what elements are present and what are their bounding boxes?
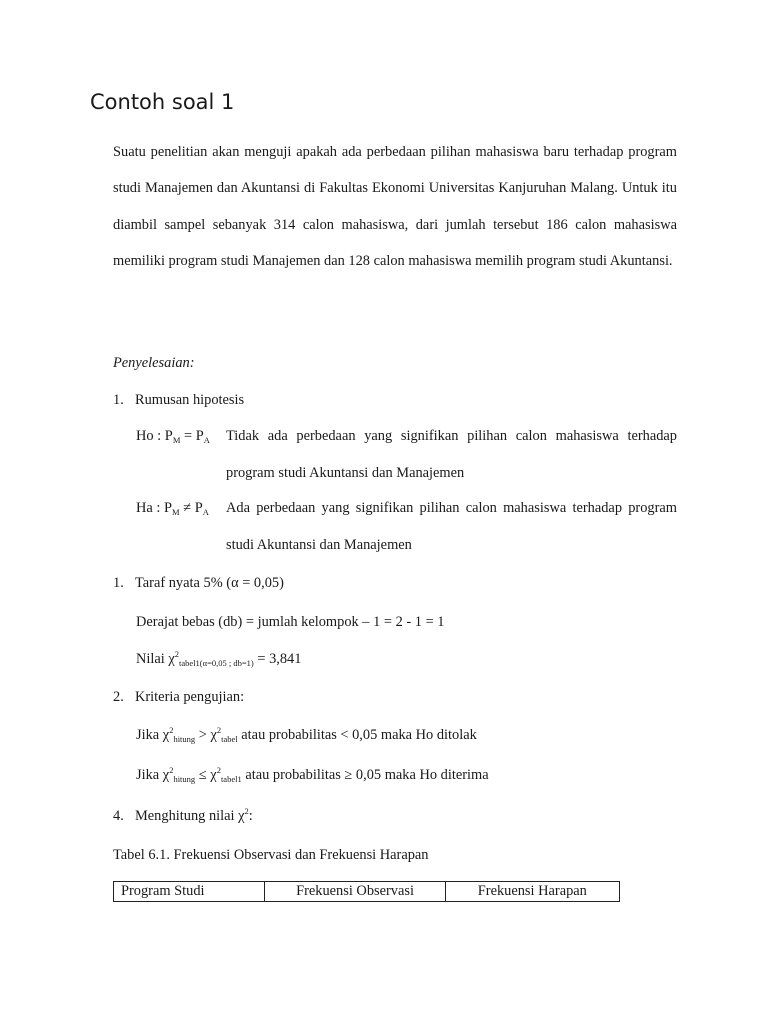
rule-2-op: ≤ xyxy=(198,767,207,783)
table-caption: Tabel 6.1. Frekuensi Observasi dan Frekuensi Harapan xyxy=(113,847,429,863)
step-2 xyxy=(113,575,284,592)
header-program-studi: Program Studi xyxy=(114,882,265,902)
rule-1-sub-hitung: hitung xyxy=(173,734,196,744)
ho-p: P xyxy=(164,428,173,444)
page-title: Contoh soal 1 xyxy=(90,90,235,114)
ha-label: Ha : xyxy=(136,500,161,516)
step-4-title: Menghitung nilai xyxy=(135,808,235,824)
rule-2-sub-hitung: hitung xyxy=(173,774,196,784)
ho-operator: = xyxy=(183,428,193,444)
step-1-title: Rumusan hipotesis xyxy=(135,392,245,408)
ha-p2: P xyxy=(194,500,203,516)
chi-sup: 2 xyxy=(174,649,180,659)
step-2-number: 1. xyxy=(113,575,124,591)
chi-symbol: χ xyxy=(168,651,175,667)
df-line: Derajat bebas (db) = jumlah kelompok – 1 = 2 - 1 = 1 xyxy=(136,614,445,630)
nilai-chi-line xyxy=(136,651,301,668)
rule-1-sup2: 2 xyxy=(216,725,222,735)
rule-1 xyxy=(136,727,477,744)
rule-1-sub-tabel: tabel xyxy=(221,734,238,744)
rule-1-jika: Jika xyxy=(136,727,160,743)
rule-1-chi2: χ xyxy=(210,727,217,743)
step-4-chi: χ xyxy=(238,808,245,824)
step-2-title: Taraf nyata 5% (α = 0,05) xyxy=(135,575,284,591)
rule-2-sub-tabel1: tabel1 xyxy=(220,774,242,784)
step-4 xyxy=(113,808,253,825)
table-header-row xyxy=(114,882,620,902)
ha-sub-m: M xyxy=(172,507,180,517)
ho-formula xyxy=(136,428,210,445)
rule-1-sup: 2 xyxy=(169,725,174,735)
ha-sub-a: A xyxy=(202,507,209,517)
step-4-tail: : xyxy=(248,808,253,824)
header-frekuensi-harapan: Frekuensi Harapan xyxy=(445,882,619,902)
ho-sub-m: M xyxy=(172,435,181,445)
header-frekuensi-observasi: Frekuensi Observasi xyxy=(265,882,445,902)
ha-p: P xyxy=(164,500,173,516)
ha-formula xyxy=(136,500,209,517)
ho-sub-a: A xyxy=(203,435,210,445)
intro-paragraph: Suatu penelitian akan menguji apakah ada perbedaan pilihan mahasiswa baru terhadap program studi Manajemen dan Akuntansi di Fakultas Ekonomi Universitas Kanjuruhan Malang. Untuk itu diambil sampel sebanyak 314 calon mahasiswa, dari jumlah tersebut 186 calon mahasiswa memiliki program studi Manajemen dan 128 calon mahasiswa memilih program studi Akuntansi. xyxy=(113,144,677,269)
step-3-title: Kriteria pengujian: xyxy=(135,689,245,705)
frequency-table xyxy=(113,881,620,902)
rule-2-chi2: χ xyxy=(210,767,217,783)
rule-2-sup: 2 xyxy=(169,765,174,775)
step-4-number: 4. xyxy=(113,808,124,824)
rule-1-chi: χ xyxy=(162,727,170,743)
nilai-prefix: Nilai xyxy=(136,651,165,667)
rule-2 xyxy=(136,767,489,784)
ha-operator: ≠ xyxy=(183,500,192,516)
step-3 xyxy=(113,689,244,706)
ho-label: Ho : xyxy=(136,428,162,444)
rule-2-text: atau probabilitas ≥ 0,05 maka Ho diterima xyxy=(245,767,489,783)
step-3-number: 2. xyxy=(113,689,124,705)
rule-1-op: > xyxy=(198,727,207,743)
solution-heading: Penyelesaian: xyxy=(113,355,195,371)
step-1 xyxy=(113,392,244,409)
rule-1-text: atau probabilitas < 0,05 maka Ho ditolak xyxy=(241,727,477,743)
rule-2-chi: χ xyxy=(162,767,170,783)
ho-p2: P xyxy=(195,428,204,444)
step-4-sup: 2 xyxy=(244,806,249,816)
ha-text: Ada perbedaan yang signifikan pilihan calon mahasiswa terhadap program studi Akuntansi dan Manajemen xyxy=(226,500,677,553)
rule-2-jika: Jika xyxy=(136,767,160,783)
step-1-number: 1. xyxy=(113,392,124,408)
nilai-value: = 3,841 xyxy=(257,651,302,667)
ho-text: Tidak ada perbedaan yang signifikan pilihan calon mahasiswa terhadap program studi Akuntansi dan Manajemen xyxy=(226,428,677,481)
rule-2-sup2: 2 xyxy=(216,765,221,775)
chi-sub: tabel1(α=0,05 ; db=1) xyxy=(179,658,254,668)
